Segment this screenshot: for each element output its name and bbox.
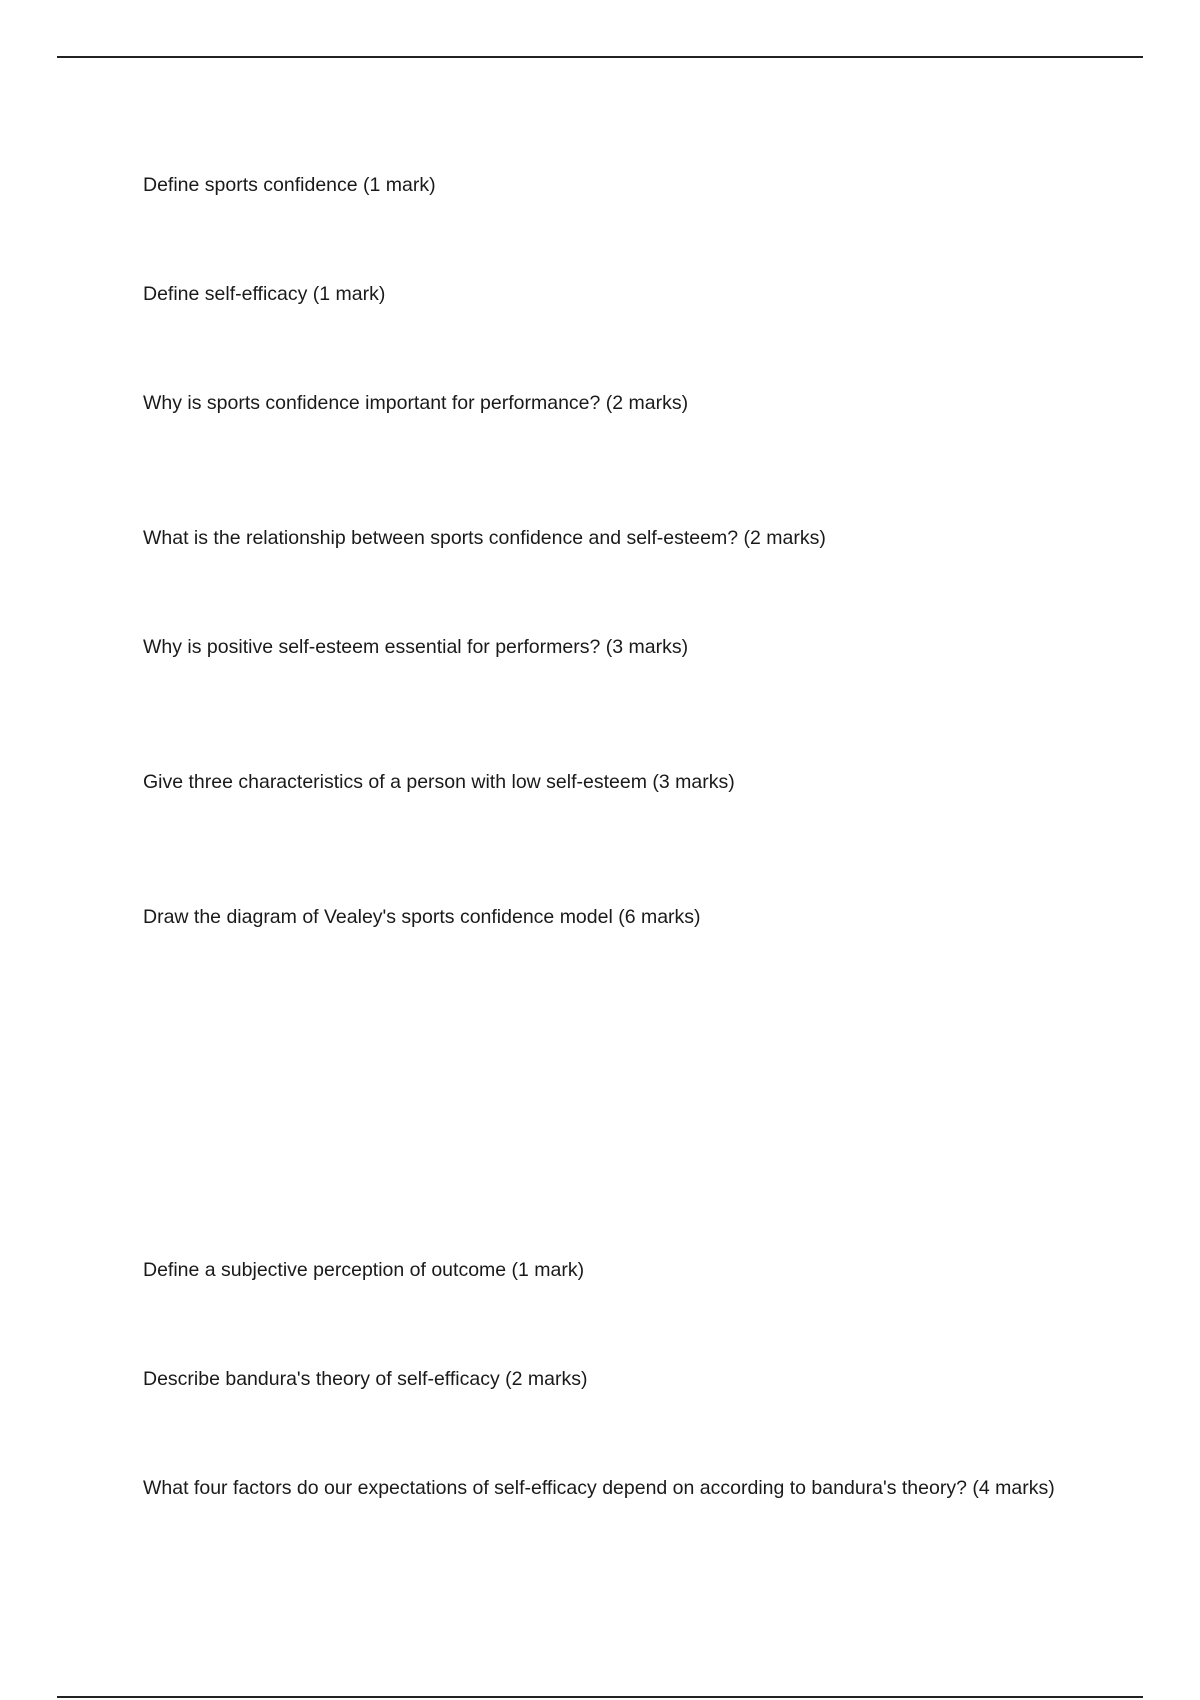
bottom-rule [57, 1696, 1143, 1698]
question-self-efficacy: Define self-efficacy (1 mark) [143, 283, 386, 305]
question-bandura-theory: Describe bandura's theory of self-efficacy (2 marks) [143, 1368, 588, 1390]
question-confidence-self-esteem: What is the relationship between sports confidence and self-esteem? (2 marks) [143, 527, 826, 549]
question-subjective-perception: Define a subjective perception of outcome (1 mark) [143, 1259, 585, 1281]
top-rule [57, 56, 1143, 58]
question-positive-self-esteem: Why is positive self-esteem essential for performers? (3 marks) [143, 636, 689, 658]
question-bandura-factors: What four factors do our expectations of self-efficacy depend on according to bandura's theory? (4 marks) [143, 1477, 1055, 1499]
question-vealey-model: Draw the diagram of Vealey's sports confidence model (6 marks) [143, 906, 701, 928]
question-sports-confidence: Define sports confidence (1 mark) [143, 174, 436, 196]
question-confidence-importance: Why is sports confidence important for performance? (2 marks) [143, 392, 689, 414]
question-low-self-esteem: Give three characteristics of a person with low self-esteem (3 marks) [143, 771, 735, 793]
